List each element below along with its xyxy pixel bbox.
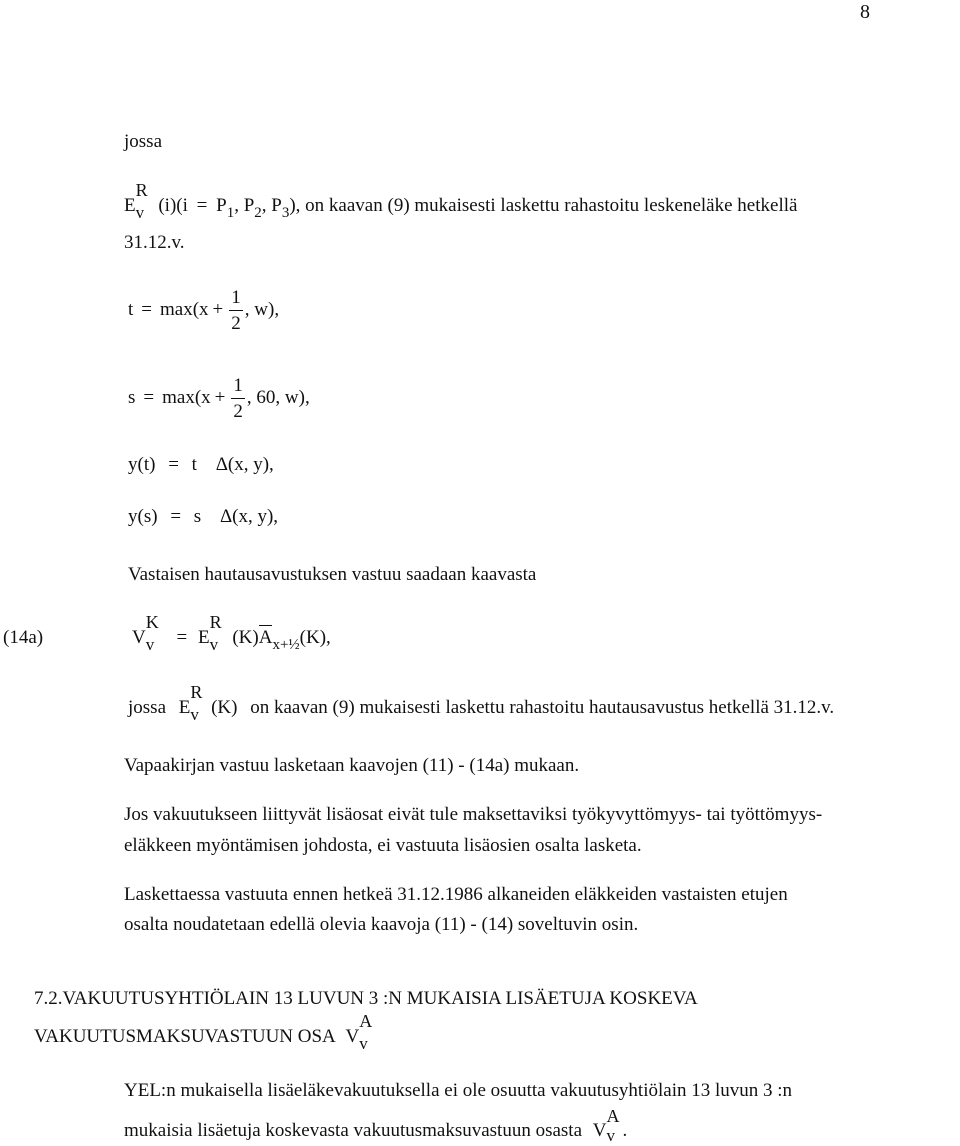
sup-sub-stack — [606, 1105, 623, 1145]
fraction-denominator: 2 — [231, 312, 241, 334]
yt-t: t — [191, 454, 197, 475]
symbol-V: V — [132, 627, 146, 648]
yt-rest: Δ(x, y), — [215, 454, 274, 475]
symbol-V: V — [345, 1026, 360, 1047]
arg-K: (K) — [211, 697, 238, 718]
page-number: 8 — [860, 1, 870, 23]
para-jos-line2: eläkkeen myöntämisen johdosta, ei vastuuta lisäosien osalta lasketa. — [124, 835, 642, 856]
t-eq: = — [141, 298, 152, 320]
sub-v: v — [135, 202, 145, 222]
para-yel-line1: YEL:n mukaisella lisäeläkevakuutuksella ei ole osuutta vakuutusyhtiölain 13 luvun 3 :n — [124, 1080, 793, 1101]
symbol-P2: , P — [234, 195, 255, 216]
equation-s — [128, 368, 310, 428]
ys-lhs: y(s) — [128, 506, 158, 527]
ys-s: s — [193, 506, 202, 527]
equation-yt — [128, 454, 274, 477]
equation-t — [128, 280, 279, 340]
fraction-numerator: 1 — [231, 376, 245, 399]
yel-end: . — [622, 1120, 628, 1141]
sup-R: R — [209, 611, 222, 632]
sup-K: K — [145, 611, 159, 632]
symbol-V: V — [592, 1120, 607, 1141]
sub-v: v — [190, 704, 199, 724]
sup-sub-stack — [145, 611, 162, 654]
def-date: 31.12.v. — [124, 232, 185, 253]
eq-sign: = — [196, 195, 208, 216]
section-heading-line1: 7.2.VAKUUTUSYHTIÖLAIN 13 LUVUN 3 :N MUKAISIA LISÄETUJA KOSKEVA — [34, 988, 698, 1009]
para-yel-line2 — [124, 1105, 628, 1145]
sub-v: v — [606, 1125, 616, 1145]
t-tail: , w), — [244, 298, 280, 320]
para-vastaisen: Vastaisen hautausavustuksen vastuu saadaan kaavasta — [128, 564, 537, 585]
yt-eq: = — [168, 454, 179, 475]
yel-text: mukaisia lisäetuja koskevasta vakuutusmaksuvastuun osasta — [124, 1120, 583, 1141]
t-max: max(x — [160, 298, 209, 320]
sub-v: v — [209, 634, 219, 654]
heading-text: VAKUUTUSMAKSUVASTUUN OSA — [34, 1026, 335, 1047]
sub-x-half: x+½ — [272, 637, 300, 653]
sub-v: v — [145, 634, 155, 654]
equation-label-14a: (14a) — [3, 627, 44, 648]
symbol-E: E — [124, 195, 136, 216]
s-eq: = — [143, 386, 155, 408]
arg-i: (i)(i — [158, 195, 188, 216]
s-lhs: s — [128, 386, 136, 408]
t-lhs: t — [128, 298, 134, 320]
eq14a-tail: (K), — [299, 627, 331, 648]
sub-3: 3 — [281, 205, 290, 221]
section-heading-line2 — [34, 1010, 375, 1053]
jossa-label: jossa — [128, 697, 166, 718]
jossa-label: jossa — [124, 131, 162, 152]
sup-R: R — [135, 179, 148, 200]
sup-sub-stack — [135, 179, 150, 222]
def-text: ), on kaavan (9) mukaisesti laskettu rahastoitu leskeneläke hetkellä — [289, 195, 798, 216]
yt-lhs: y(t) — [128, 454, 156, 475]
sub-2: 2 — [254, 205, 262, 221]
def-text: on kaavan (9) mukaisesti laskettu rahastoitu hautausavustus hetkellä 31.12.v. — [250, 697, 835, 718]
sup-sub-stack — [190, 681, 204, 724]
symbol-E: E — [178, 697, 191, 718]
ys-eq: = — [170, 506, 182, 527]
fraction-numerator: 1 — [229, 288, 243, 311]
s-plus: + — [214, 386, 226, 408]
definition-hautausavustus — [128, 681, 835, 724]
para-laskettaessa-line1: Laskettaessa vastuuta ennen hetkeä 31.12.1986 alkaneiden eläkkeiden vastaisten etujen — [124, 884, 788, 905]
sup-R: R — [190, 681, 203, 702]
symbol-E: E — [197, 627, 210, 648]
para-jos-line1: Jos vakuutukseen liittyvät lisäosat eivät tule maksettaviksi työkyvyttömyys- tai työttömyys- — [124, 804, 823, 825]
s-max: max(x — [162, 386, 211, 408]
sup-sub-stack — [359, 1010, 375, 1053]
sup-sub-stack — [209, 611, 224, 654]
symbol-P: P — [216, 195, 227, 216]
equation-ys — [128, 506, 278, 529]
fraction-denominator: 2 — [233, 400, 243, 422]
sub-v: v — [359, 1033, 368, 1053]
eq14a-eq: = — [176, 627, 188, 648]
fraction-half — [229, 288, 243, 333]
sup-A: A — [359, 1010, 373, 1031]
fraction-half — [231, 376, 245, 421]
sup-A: A — [606, 1105, 620, 1126]
sub-1: 1 — [226, 205, 235, 221]
symbol-P3: , P — [261, 195, 282, 216]
para-vapaakirjan: Vapaakirjan vastuu lasketaan kaavojen (11) - (14a) mukaan. — [124, 755, 580, 776]
definition-leskenelake — [124, 179, 798, 222]
t-plus: + — [212, 298, 224, 320]
arg-K: (K) — [232, 627, 259, 648]
s-tail: , 60, w), — [246, 386, 310, 408]
equation-14a — [132, 611, 331, 654]
para-laskettaessa-line2: osalta noudatetaan edellä olevia kaavoja (11) - (14) soveltuvin osin. — [124, 914, 639, 935]
ys-rest: Δ(x, y), — [219, 506, 279, 527]
symbol-A-bar: A — [258, 627, 273, 648]
